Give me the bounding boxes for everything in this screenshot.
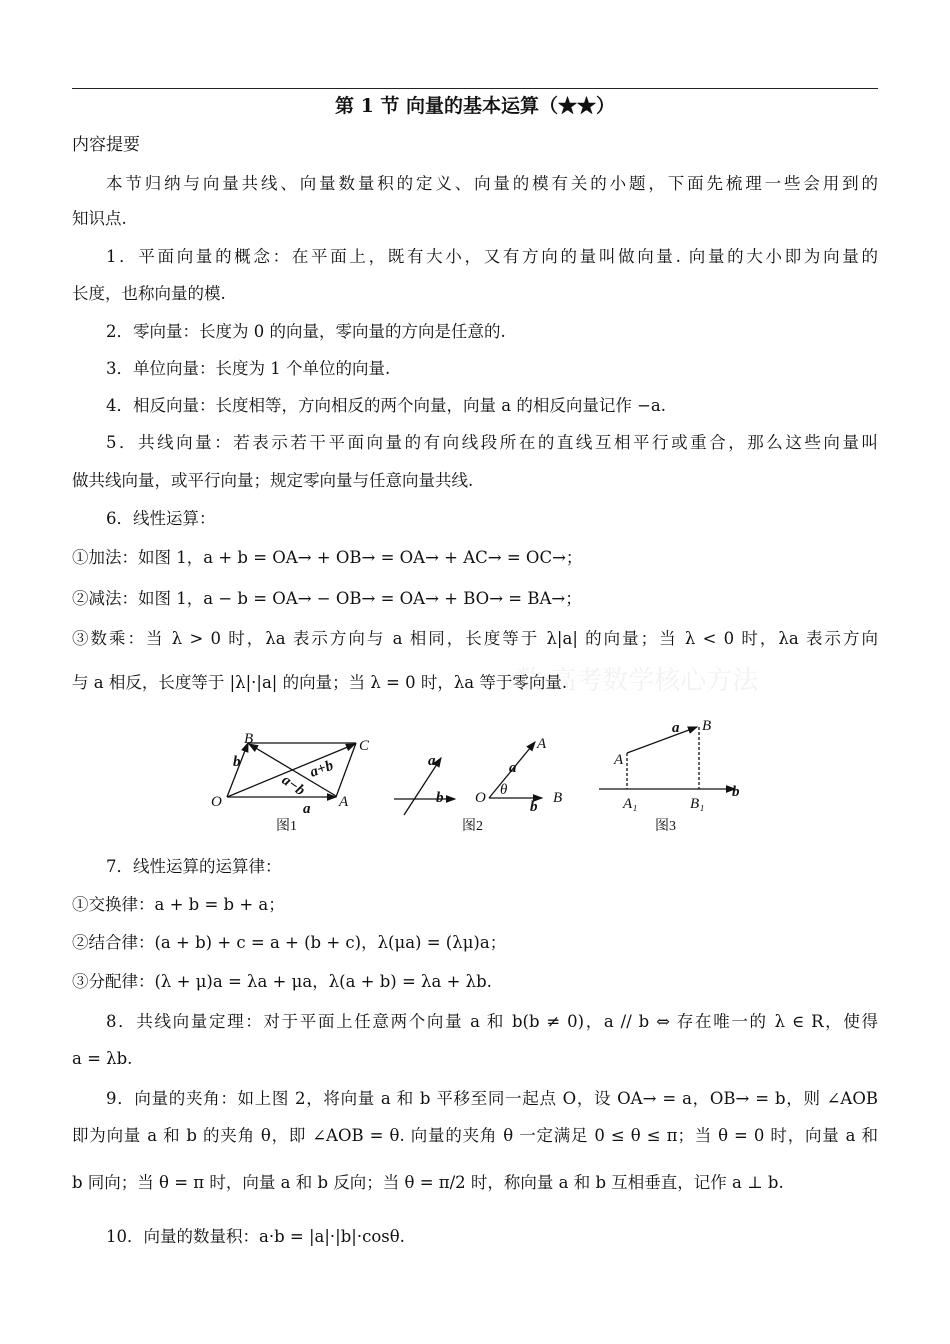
text-line: 与 a 相反，长度等于 |λ|·|a| 的向量；当 λ = 0 时，λa 等于零向量. — [72, 673, 568, 692]
text-line: 8．共线向量定理：对于平面上任意两个向量 a 和 b(b ≠ 0)，a // b ⇔ 存在唯一的 λ ∈ R，使得 — [106, 1012, 878, 1031]
section-heading: 内容提要 — [72, 135, 140, 155]
caption-fig3: 图3 — [655, 819, 676, 834]
text-line: 1．平面向量的概念：在平面上，既有大小，又有方向的量叫做向量. 向量的大小即为向量的 — [106, 247, 878, 266]
svg-text:a: a — [672, 720, 680, 736]
text-line: ③数乘：当 λ > 0 时，λa 表示方向与 a 相同，长度等于 λ|a| 的向量；当 λ < 0 时，λa 表示方向 — [72, 629, 878, 648]
text-line: 即为向量 a 和 b 的夹角 θ，即 ∠AOB = θ. 向量的夹角 θ 一定满足 0 ≤ θ ≤ π；当 θ = 0 时，向量 a 和 — [72, 1126, 878, 1145]
text-line: ②结合律：(a + b) + c = a + (b + c)，λ(μa) = (λμ)a； — [72, 933, 507, 952]
page-title: 第 1 节 向量的基本运算（★★） — [334, 95, 616, 117]
watermark: 一数·高考数学核心方法 — [490, 666, 759, 696]
label-b: b — [233, 754, 241, 770]
svg-text:B: B — [702, 718, 712, 734]
svg-text:B: B — [553, 790, 563, 806]
svg-text:b: b — [530, 799, 538, 815]
svg-text:b: b — [732, 784, 740, 800]
svg-text:θ: θ — [500, 782, 508, 798]
text-line: 10．向量的数量积：a·b = |a|·|b|·cosθ. — [106, 1227, 405, 1246]
text-line: ①交换律：a + b = b + a； — [72, 895, 285, 914]
svg-text:b: b — [436, 790, 444, 806]
label-diff: a−b — [278, 772, 308, 800]
label-sum: a+b — [307, 757, 336, 781]
text-line: 长度，也称向量的模. — [72, 284, 226, 303]
label-C: C — [359, 738, 370, 754]
label-a: a — [303, 801, 311, 817]
svg-text:A: A — [614, 752, 624, 768]
text-line: 9．向量的夹角：如上图 2，将向量 a 和 b 平移至同一起点 O，设 OA→ = a，OB→ = b，则 ∠AOB — [106, 1089, 878, 1108]
figure-2 — [394, 742, 542, 815]
text-line: b 同向；当 θ = π 时，向量 a 和 b 反向；当 θ = π/2 时，称向量 a 和 b 互相垂直，记作 a ⊥ b. — [72, 1173, 784, 1192]
text-line: 2．零向量：长度为 0 的向量，零向量的方向是任意的. — [106, 322, 506, 341]
text-line: 3．单位向量：长度为 1 个单位的向量. — [106, 359, 391, 378]
text-line: ①加法：如图 1，a + b = OA→ + OB→ = OA→ + AC→ = OC→； — [72, 548, 583, 567]
label-A: A — [339, 794, 349, 810]
text-line: ②减法：如图 1，a − b = OA→ − OB→ = OA→ + BO→ = BA→； — [72, 589, 582, 608]
text-line: 做共线向量，或平行向量；规定零向量与任意向量共线. — [72, 471, 474, 490]
svg-text:A₁: A₁ — [623, 796, 638, 812]
text-line: 4．相反向量：长度相等，方向相反的两个向量，向量 a 的相反向量记作 −a. — [106, 396, 666, 415]
text-line: 6．线性运算： — [106, 509, 216, 528]
text-line: a = λb. — [72, 1049, 133, 1068]
caption-fig2: 图2 — [462, 819, 483, 834]
text-line: 知识点. — [72, 209, 127, 228]
text-line: 5．共线向量：若表示若干平面向量的有向线段所在的直线互相平行或重合，那么这些向量叫 — [106, 433, 878, 452]
label-O: O — [211, 794, 222, 810]
svg-text:B₁: B₁ — [690, 796, 705, 812]
svg-text:O: O — [475, 790, 486, 806]
text-line: ③分配律：(λ + μ)a = λa + μa，λ(a + b) = λa + λb. — [72, 972, 492, 991]
vector-b — [227, 743, 248, 797]
figures — [0, 710, 950, 840]
header-rule — [72, 88, 878, 89]
caption-fig1: 图1 — [276, 819, 297, 834]
svg-text:A: A — [537, 736, 547, 752]
label-B: B — [244, 731, 254, 747]
text-line: 本节归纳与向量共线、向量数量积的定义、向量的模有关的小题，下面先梳理一些会用到的 — [106, 174, 878, 193]
svg-text:a: a — [428, 753, 436, 769]
text-line: 7．线性运算的运算律： — [106, 857, 282, 876]
svg-text:a: a — [509, 760, 517, 776]
